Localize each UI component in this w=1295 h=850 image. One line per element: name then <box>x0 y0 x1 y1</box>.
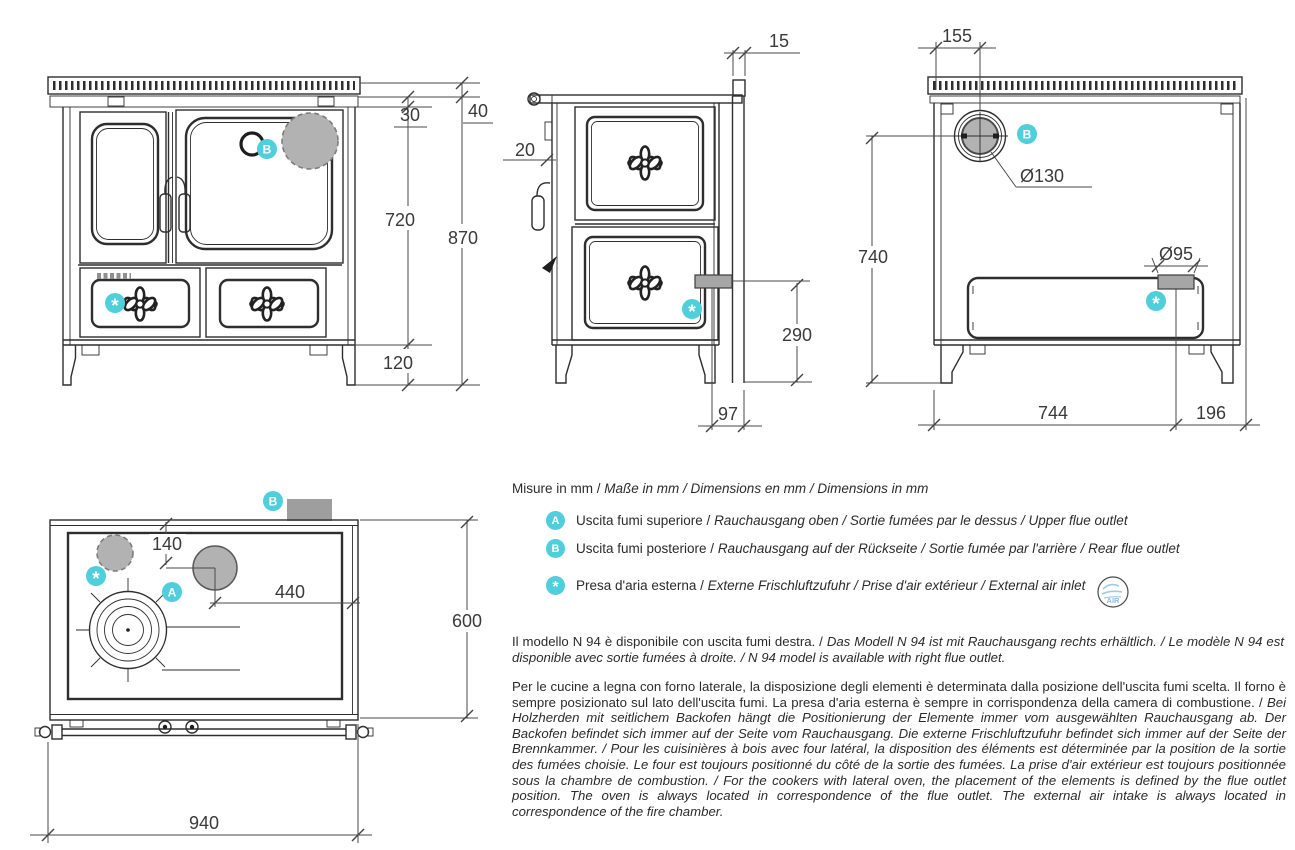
rear-view <box>853 26 1260 431</box>
svg-text:B: B <box>262 142 272 157</box>
legend-air-secondary: Externe Frischluftzufuhr / Prise d'air extérieur / External air inlet <box>707 577 1086 593</box>
model-note <box>512 634 1284 665</box>
badge-a-top <box>162 582 182 602</box>
placement-note-primary: Per le cucine a legna con forno laterale, la disposizione degli elementi è determinata dalla posizione dell'uscita fumi scelta. Il forno è sempre posizionato sul lato dell'uscita fumi. La presa d'aria esterna è sempre in corrispondenza della camera di combustione. / <box>512 679 1286 710</box>
dim-155: 155 <box>941 26 973 46</box>
legend-air-primary: Presa d'aria esterna / <box>576 577 704 593</box>
dim-740: 740 <box>857 247 889 267</box>
legend-b-secondary: Rauchausgang auf der Rückseite / Sortie fumée par l'arrière / Rear flue outlet <box>717 541 1180 556</box>
svg-text:*: * <box>92 569 100 590</box>
dim-940: 940 <box>188 813 220 833</box>
units-note-secondary: Maße in mm / Dimensions en mm / Dimensions in mm <box>604 481 929 496</box>
external-air-inlet <box>1158 275 1194 289</box>
badge-a-legend: A <box>546 511 565 530</box>
model-note-secondary: Das Modell N 94 ist mit Rauchausgang rechts erhältlich. / Le modèle N 94 est disponible avec sortie fumées à droite. / N 94 model is available with right flue outlet. <box>512 634 1284 665</box>
side-view <box>503 31 817 432</box>
air-icon <box>1095 576 1131 612</box>
legend-a-primary: Uscita fumi superiore / <box>576 513 711 528</box>
dim-15: 15 <box>768 31 790 51</box>
rear-flue-knockout <box>282 113 338 169</box>
placement-note-secondary: Bei Holzherden mit seitlichem Backofen hängt die Positionierung der Elemente immer vom ausgewählten Rauchausgang ab. Der Backofen befindet sich immer auf der Seite vom Rauchausgang. Die externe Frischluftzufuhr befindet sich immer auf der Seite der Brennkammer. / Pour les cuisinières à bois avec four latéral, la disposition des éléments est déterminée par la position de la sortie des fumées choisie. Le four est toujours positionné du côté de la sortie des fumées. La prise d'air extérieur est toujours positionnée sous la chambre de combustion. / For the cookers with lateral oven, the placement of the elements is defined by the flue outlet position. The oven is always located in correspondence of the flue outlet. The external air intake is always located in correspondence of the fire chamber. <box>512 694 1286 819</box>
dim-120: 120 <box>382 353 414 373</box>
badge-air-front <box>105 293 125 317</box>
legend-item-upper-flue <box>546 511 1128 530</box>
dim-290: 290 <box>781 325 813 345</box>
badge-b-rear <box>1017 124 1037 144</box>
legend-item-rear-flue <box>546 539 1180 558</box>
top-view <box>30 491 487 843</box>
rear-flue-stub-top <box>287 499 332 521</box>
dim-440: 440 <box>274 582 306 602</box>
badge-b-front <box>257 139 277 159</box>
dim-196: 196 <box>1195 403 1227 423</box>
legend-item-air-inlet <box>546 567 1131 603</box>
legend-a-secondary: Rauchausgang oben / Sortie fumées par le dessus / Upper flue outlet <box>714 513 1128 528</box>
dim-d130: Ø130 <box>1020 166 1065 186</box>
dim-870: 870 <box>447 228 479 248</box>
badge-air-rear <box>1146 291 1166 315</box>
dim-720: 720 <box>384 210 416 230</box>
svg-text:*: * <box>111 296 119 317</box>
badge-air-legend: * <box>546 576 565 595</box>
front-rail <box>35 720 373 739</box>
legend-b-primary: Uscita fumi posteriore / <box>576 541 715 556</box>
model-note-primary: Il modello N 94 è disponibile con uscita fumi destra. / <box>512 634 823 649</box>
dim-97: 97 <box>717 404 739 424</box>
air-inlet-stub <box>695 275 732 288</box>
left-flue-knockout-top <box>97 535 133 571</box>
svg-text:A: A <box>167 585 177 600</box>
front-view <box>48 77 493 391</box>
badge-air-top <box>86 566 106 590</box>
badge-air-side <box>682 299 702 323</box>
front-dimensions <box>355 77 493 391</box>
units-note-primary: Misure in mm / <box>512 481 601 496</box>
svg-text:AIR: AIR <box>1106 596 1120 605</box>
badge-b-legend: B <box>546 539 565 558</box>
dim-30: 30 <box>399 105 421 125</box>
side-dimensions <box>503 31 817 432</box>
placement-note <box>512 679 1286 819</box>
top-dimensions <box>30 516 487 843</box>
dim-20: 20 <box>514 140 536 160</box>
dim-40: 40 <box>467 101 489 121</box>
svg-text:B: B <box>1022 127 1032 142</box>
svg-text:B: B <box>268 494 278 509</box>
section-arrow <box>542 256 557 273</box>
dim-140: 140 <box>151 534 183 554</box>
badge-b-top <box>263 491 283 511</box>
rear-flue-outlet <box>952 111 1008 163</box>
svg-text:*: * <box>1152 294 1160 315</box>
dim-d95: Ø95 <box>1158 244 1194 264</box>
svg-text:*: * <box>688 302 696 323</box>
units-note <box>512 481 928 496</box>
dim-600: 600 <box>451 611 483 631</box>
dim-744: 744 <box>1037 403 1069 423</box>
